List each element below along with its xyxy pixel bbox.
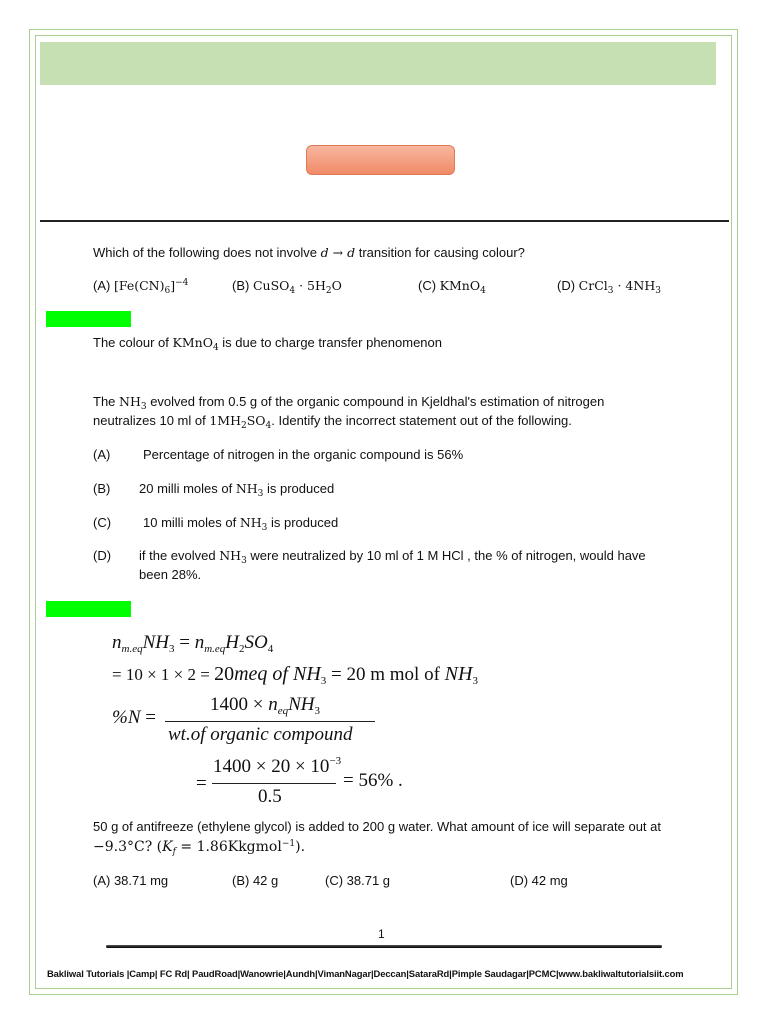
q2-solution-eq3-bar <box>165 721 375 722</box>
q2-solution-eq4-den: 0.5 <box>258 786 282 807</box>
q3-question-line2: −9.3°C? ($K_f$ = 1.86Kkgmol$^{-1}$). <box>93 839 306 857</box>
q2-solution-eq3-den: wt.of organic compound <box>168 724 353 745</box>
q3-option-b: (B) 42 g <box>232 873 279 888</box>
footer-text: Bakliwal Tutorials |Camp| FC Rd| PaudRoad|Wanowrie|Aundh|VimanNagar|Deccan|SataraRd|Pimple Saudagar|PCMC|www.bakliwaltutorialsiit.com <box>47 968 684 979</box>
q2-solution-eq2: = 10 × 1 × 2 = 20meq of $NH_3 = 20$ m mol of $NH_3$ <box>112 663 478 687</box>
q2-solution-eq3-lhs: %N = <box>112 707 156 728</box>
q2-option-c-label: (C) <box>93 515 112 530</box>
q2-option-c-text: 10 milli moles of $NH_3$ is produced <box>143 515 339 533</box>
q2-option-b-text: 20 milli moles of $NH_3$ is produced <box>139 481 335 499</box>
q1-solution-tag <box>46 311 131 327</box>
header-rule <box>40 220 729 222</box>
q1-option-d: (D) CrCl$_3$ · $4NH_3$ <box>557 278 661 296</box>
q1-option-b: (B) CuSO$_4$ · $5H_2O$ <box>232 278 342 296</box>
q3-option-c: (C) 38.71 g <box>325 873 391 888</box>
q3-question-line1: 50 g of antifreeze (ethylene glycol) is added to 200 g water. What amount of ice will separate out at <box>93 819 661 834</box>
q2-solution-tag <box>46 601 131 617</box>
q2-option-a-label: (A) <box>93 447 111 462</box>
q2-option-d-text: if the evolved $NH_3$ were neutralized by 10 ml of 1 M HCl , the % of nitrogen, would have <box>139 548 646 566</box>
q2-solution-eq4-num: $1400 \times 20 \times 10^{-3}$ <box>213 755 342 777</box>
q2-solution-eq4-bar <box>212 783 336 784</box>
q2-solution-eq4-eq: = <box>196 773 207 794</box>
footer-rule <box>106 945 662 948</box>
q2-question-line1: The $NH_3$ evolved from 0.5 g of the organic compound in Kjeldhal's estimation of nitrogen <box>93 394 605 412</box>
q2-solution-eq1: $n_{m.eq}NH_3 = n_{m.eq}H_2SO_4$ <box>112 632 274 655</box>
q2-option-d-cont: been 28%. <box>139 567 202 582</box>
q3-option-d: (D) 42 mg <box>510 873 568 888</box>
q2-solution-eq4-rhs: = 56% . <box>343 770 403 791</box>
page-number: 1 <box>378 927 385 941</box>
q1-option-a: (A) $[Fe(CN)_6]^{-4}$ <box>93 278 189 296</box>
q2-solution-eq3-num: $1400 \times n_{eq}NH_3$ <box>210 694 321 717</box>
q2-question-line2: neutralizes 10 ml of $1MH_2SO_4$. Identify the incorrect statement out of the following. <box>93 413 572 431</box>
q2-option-b-label: (B) <box>93 481 111 496</box>
q1-solution: The colour of KMnO$_4$ is due to charge transfer phenomenon <box>93 335 442 353</box>
q2-option-d-label: (D) <box>93 548 112 563</box>
header-banner <box>40 42 716 85</box>
header-pill <box>306 145 455 175</box>
q2-option-a-text: Percentage of nitrogen in the organic compound is 56% <box>143 447 464 462</box>
q1-option-c: (C) KMnO$_4$ <box>418 278 486 296</box>
q1-question: Which of the following does not involve d → d transition for causing colour? <box>93 245 525 260</box>
q3-option-a: (A) 38.71 mg <box>93 873 169 888</box>
